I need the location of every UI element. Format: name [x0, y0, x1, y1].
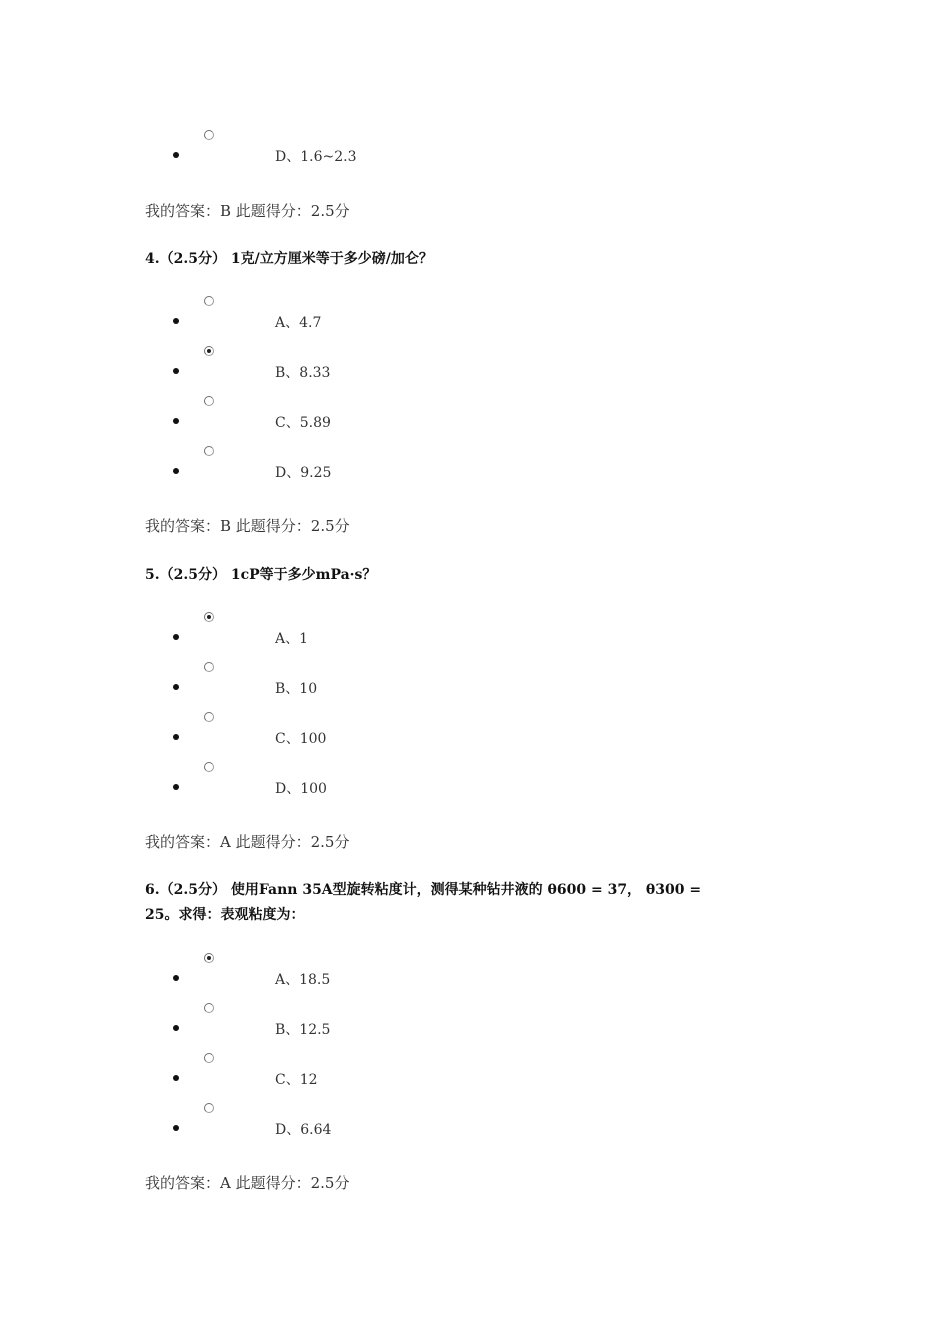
q6-question-title-line2: 25。求得：表观粘度为：	[145, 907, 305, 923]
list-bullet	[173, 634, 179, 640]
q6-option-c-label: C、12	[275, 1072, 318, 1088]
q3-option-d-label: D、1.6~2.3	[275, 149, 357, 165]
q5-option-d-label: D、100	[275, 781, 327, 797]
list-bullet	[173, 152, 179, 158]
list-bullet	[173, 318, 179, 324]
q5-option-c-label: C、100	[275, 731, 327, 747]
radio-q6-option-a[interactable]	[204, 953, 214, 963]
radio-q4-option-c[interactable]	[204, 396, 214, 406]
q6-option-a-label: A、18.5	[275, 972, 331, 988]
radio-q5-option-c[interactable]	[204, 712, 214, 722]
list-bullet	[173, 684, 179, 690]
radio-q6-option-c[interactable]	[204, 1053, 214, 1063]
list-bullet	[173, 1075, 179, 1081]
q4-option-d-label: D、9.25	[275, 465, 332, 481]
radio-q4-option-b[interactable]	[204, 346, 214, 356]
radio-selected-dot	[207, 956, 211, 960]
radio-q6-option-d[interactable]	[204, 1103, 214, 1113]
list-bullet	[173, 1125, 179, 1131]
list-bullet	[173, 468, 179, 474]
radio-q4-option-d[interactable]	[204, 446, 214, 456]
list-bullet	[173, 975, 179, 981]
radio-q6-option-b[interactable]	[204, 1003, 214, 1013]
q4-option-b-label: B、8.33	[275, 365, 331, 381]
q5-option-a-label: A、1	[275, 631, 309, 647]
radio-q4-option-a[interactable]	[204, 296, 214, 306]
list-bullet	[173, 1025, 179, 1031]
list-bullet	[173, 734, 179, 740]
q6-option-d-label: D、6.64	[275, 1122, 332, 1138]
list-bullet	[173, 784, 179, 790]
list-bullet	[173, 368, 179, 374]
q4-option-c-label: C、5.89	[275, 415, 331, 431]
q6-option-b-label: B、12.5	[275, 1022, 331, 1038]
q5-answer-text: 我的答案：A 此题得分：2.5分	[145, 833, 350, 851]
q4-answer-text: 我的答案：B 此题得分：2.5分	[145, 517, 350, 535]
q5-question-title: 5.（2.5分） 1cP等于多少mPa·s？	[145, 567, 377, 583]
q5-option-b-label: B、10	[275, 681, 318, 697]
radio-q5-option-b[interactable]	[204, 662, 214, 672]
q6-question-title-line1: 6.（2.5分） 使用Fann 35A型旋转粘度计，测得某种钻井液的 θ600 = 37， θ300 =	[145, 882, 702, 898]
q4-question-title: 4.（2.5分） 1克/立方厘米等于多少磅/加仑？	[145, 251, 433, 267]
radio-q5-option-d[interactable]	[204, 762, 214, 772]
q6-answer-text: 我的答案：A 此题得分：2.5分	[145, 1174, 350, 1192]
radio-selected-dot	[207, 349, 211, 353]
radio-q5-option-a[interactable]	[204, 612, 214, 622]
q4-option-a-label: A、4.7	[275, 315, 322, 331]
radio-selected-dot	[207, 615, 211, 619]
list-bullet	[173, 418, 179, 424]
radio-q3-option-d[interactable]	[204, 130, 214, 140]
q3-answer-text: 我的答案：B 此题得分：2.5分	[145, 202, 350, 220]
